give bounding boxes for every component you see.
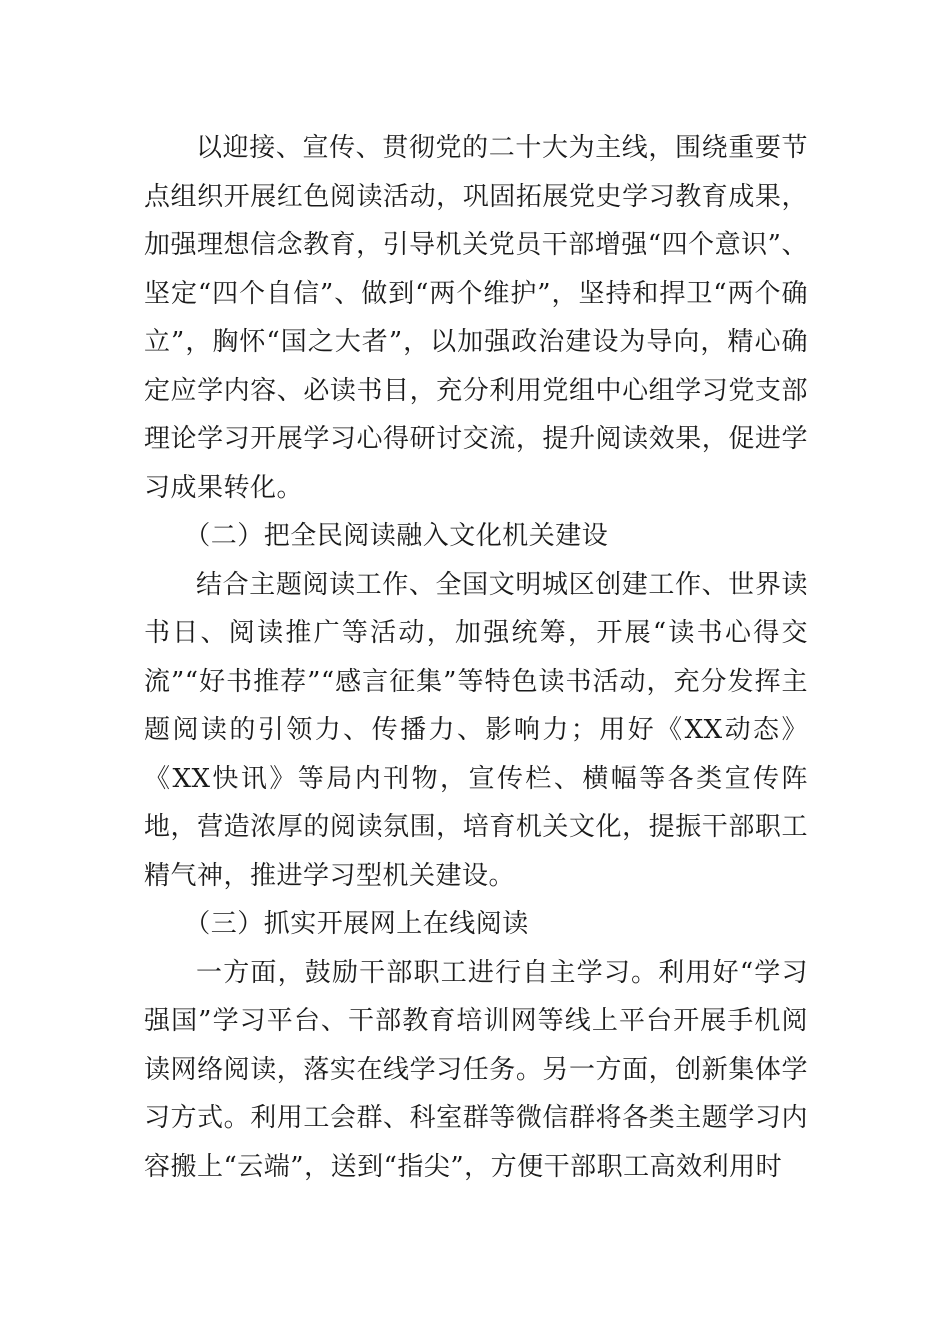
- document-body: [144, 124, 808, 1191]
- section-heading: （二）把全民阅读融入文化机关建设: [184, 521, 609, 551]
- body-paragraph: 一方面，鼓励干部职工进行自主学习。利用好“学习强国”学习平台、干部教育培训网等线上平台开展手机阅读网络阅读，落实在线学习任务。另一方面，创新集体学习方式。利用工会群、科室群等微信群将各类主题学习内容搬上“云端”，送到“指尖”，方便干部职工高效利用时: [144, 957, 808, 1182]
- section-heading: （三）抓实开展网上在线阅读: [184, 909, 529, 939]
- body-paragraph: 以迎接、宣传、贯彻党的二十大为主线，围绕重要节点组织开展红色阅读活动，巩固拓展党史学习教育成果，加强理想信念教育，引导机关党员干部增强“四个意识”、坚定“四个自信”、做到“两个维护”，坚持和捍卫“两个确立”，胸怀“国之大者”，以加强政治建设为导向，精心确定应学内容、必读书目，充分利用党组中心组学习党支部理论学习开展学习心得研讨交流，提升阅读效果，促进学习成果转化。: [144, 133, 808, 503]
- body-paragraph: 结合主题阅读工作、全国文明城区创建工作、世界读书日、阅读推广等活动，加强统筹，开展“读书心得交流”“好书推荐”“感言征集”等特色读书活动，充分发挥主题阅读的引领力、传播力、影响力；用好《XX动态》《XX快讯》等局内刊物，宣传栏、横幅等各类宣传阵地，营造浓厚的阅读氛围，培育机关文化，提振干部职工精气神，推进学习型机关建设。: [144, 569, 808, 891]
